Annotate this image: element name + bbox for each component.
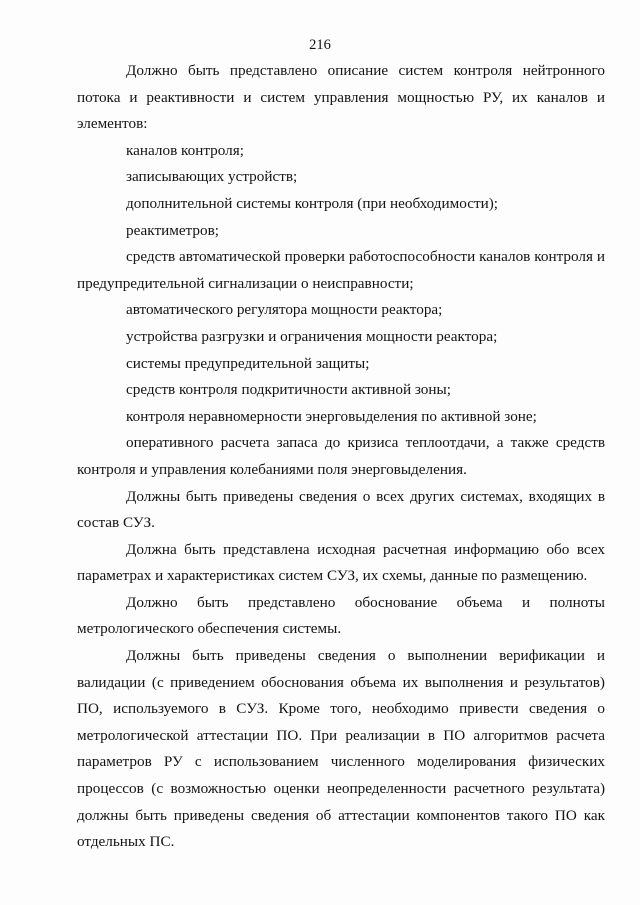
- list-item: системы предупредительной защиты;: [126, 354, 370, 372]
- page-number: 216: [309, 37, 331, 53]
- paragraph: Должна быть представлена исходная расчетная информацию обо всех параметрах и характеристиках систем СУЗ, их схемы, данные по размещению.: [77, 540, 605, 585]
- list-item: устройства разгрузки и ограничения мощности реактора;: [126, 327, 498, 345]
- list-item: средств контроля подкритичности активной зоны;: [126, 381, 451, 399]
- list-item: автоматического регулятора мощности реактора;: [126, 301, 443, 319]
- list-item: записывающих устройств;: [126, 168, 298, 186]
- list-item: реактиметров;: [126, 221, 219, 239]
- paragraph: Должно быть представлено описание систем контроля нейтронного потока и реактивности и систем управления мощностью РУ, их каналов и элементов:: [77, 62, 605, 133]
- list-item: средств автоматической проверки работоспособности каналов контроля и предупредительной сигнализации о неисправности;: [77, 248, 605, 292]
- body-text: [77, 58, 605, 856]
- paragraph: Должно быть представлено обоснование объема и полноты метрологического обеспечения системы.: [77, 593, 605, 638]
- list-item: оперативного расчета запаса до кризиса теплоотдачи, а также средств контроля и управления колебаниями поля энерговыделения.: [77, 434, 605, 478]
- list-item: дополнительной системы контроля (при необходимости);: [126, 194, 499, 212]
- paragraph: Должны быть приведены сведения о всех других системах, входящих в состав СУЗ.: [77, 487, 605, 532]
- paragraph: Должны быть приведены сведения о выполнении верификации и валидации (с приведением обоснования объема их выполнения и результатов) ПО, используемого в СУЗ. Кроме того, необходимо привести сведения о метрологической аттестации ПО. При реализации в ПО алгоритмов расчета параметров РУ с использованием численного моделирования физических процессов (с возможностью оценки неопределенности расчетного результата) должны быть приведены сведения об аттестации компонентов такого ПО как отдельных ПС.: [77, 647, 605, 851]
- list-item: каналов контроля;: [126, 141, 244, 159]
- list-item: контроля неравномерности энерговыделения по активной зоне;: [126, 407, 537, 425]
